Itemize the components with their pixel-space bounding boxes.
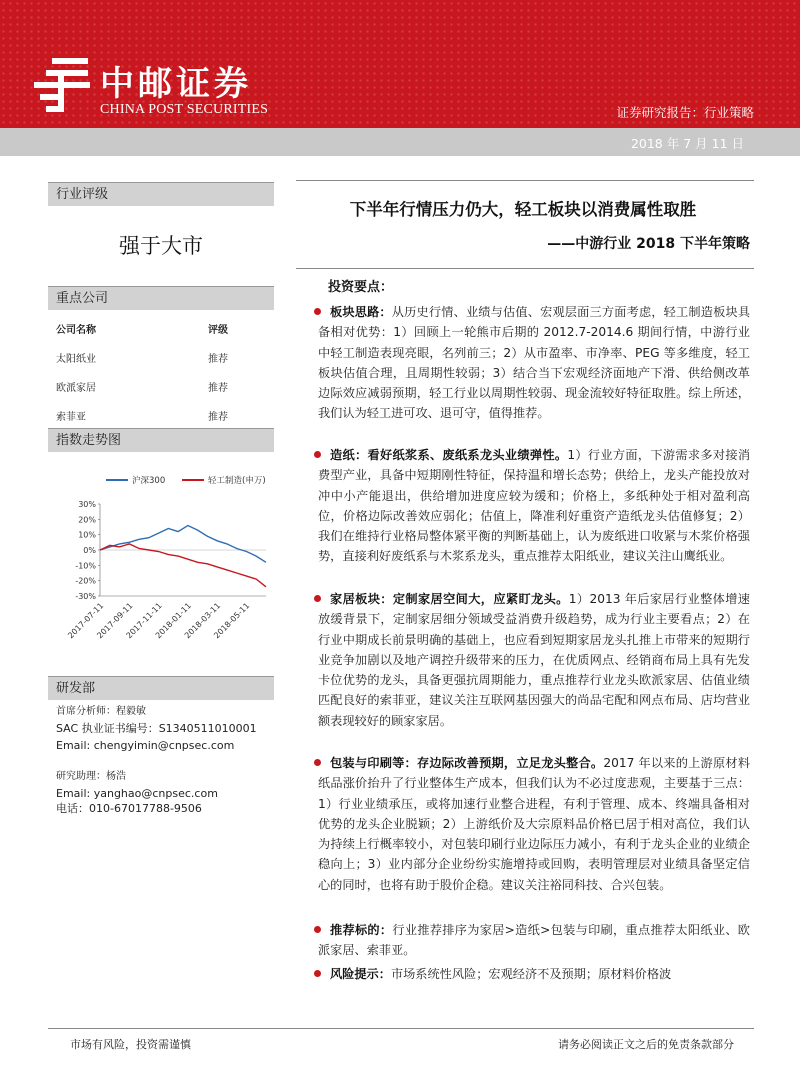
company-rating: 推荐 [208, 354, 228, 365]
bullet-icon [314, 970, 321, 977]
bullet-icon [314, 308, 321, 315]
section-paper [298, 445, 750, 567]
col-rating: 评级 [208, 325, 228, 336]
report-type: 证券研究报告：行业策略 [616, 105, 754, 120]
company-rating: 推荐 [208, 412, 228, 423]
bullet-icon [314, 759, 321, 766]
header-banner [0, 0, 800, 128]
section-head: 板块思路： [330, 305, 392, 319]
company-name: 太阳纸业 [56, 354, 96, 365]
companies-label: 重点公司 [48, 286, 274, 310]
assistant-title: 研究助理：杨浩 [56, 771, 126, 782]
x-tick-label: 2017-09-11 [95, 601, 135, 641]
rating-label: 行业评级 [48, 182, 274, 206]
x-tick-label: 2018-01-11 [153, 601, 194, 641]
y-tick-label: -20% [75, 576, 96, 586]
section-packaging [298, 753, 750, 895]
analyst-title: 首席分析师：程毅敏 [56, 706, 146, 717]
legend-label: 沪深300 [132, 476, 166, 486]
bullet-icon [314, 451, 321, 458]
y-tick-label: 20% [78, 515, 96, 525]
footer-divider [48, 1028, 754, 1029]
bullet-icon [314, 926, 321, 933]
key-points-label: 投资要点： [328, 280, 394, 295]
footer-disclaimer-note: 请务必阅读正文之后的免责条款部分 [558, 1038, 734, 1051]
analyst-email: Email: chengyimin@cnpsec.com [56, 739, 235, 752]
section-body: 行业推荐排序为家居>造纸>包装与印刷，重点推荐太阳纸业、欧派家居、索菲亚。 [318, 923, 750, 958]
section-sector-logic [298, 302, 750, 424]
company-name: 索菲亚 [56, 412, 86, 423]
y-tick-label: 10% [78, 530, 96, 540]
x-tick-label: 2018-05-11 [212, 601, 252, 641]
section-head: 家居板块：定制家居空间大，应紧盯龙头。 [330, 592, 569, 606]
series-line [100, 526, 266, 563]
legend-label: 轻工制造(申万) [208, 476, 266, 486]
bullet-icon [314, 595, 321, 602]
rating-value: 强于大市 [119, 234, 203, 258]
section-body: 2017 年以来的上游原材料纸品涨价抬升了行业整体生产成本，但我们认为不必过度悲观，主要基于三点：1）行业业绩承压，或将加速行业整合进程，有利于管理、成本、终端具备相对优势的龙头企业脱颖；2）上游纸价及大宗原料品价格已居于相对高位，我们认为持续上行概率较小，对包装印刷行业边际压力减小，有利于龙头企业的业绩企稳向上；3）业内部分企业纷纷实施增持或回购，表明管理层对业绩具备坚定信心的同时，也将有助于股价企稳。建议关注裕同科技、合兴包装。 [318, 756, 751, 892]
y-tick-label: -10% [75, 561, 96, 571]
report-title: 下半年行情压力仍大，轻工板块以消费属性取胜 [349, 200, 697, 219]
y-tick-label: 30% [78, 500, 96, 509]
companies-header [56, 321, 266, 336]
section-body: 1）行业方面，下游需求多对接消费型产业，具备中短期刚性特征，保持温和增长态势；供给上，龙头产能投放对冲中小产能退出，供给增加进度应较为缓和；价格上，多纸种处于相对盈利高位，价格边际改善效应弱化；估值上，降准利好重资产造纸龙头估值修复；2）我们在维持行业格局整体紧平衡的判断基础上，认为废纸进口收紧与木浆价格强势，直接利好废纸系与木浆系龙头，重点推荐太阳纸业，建议关注山鹰纸业。 [318, 448, 751, 564]
report-subtitle: ——中游行业 2018 下半年策略 [547, 236, 750, 252]
section-head: 推荐标的： [330, 923, 393, 937]
footer-risk-note: 市场有风险，投资需谨慎 [70, 1038, 191, 1051]
section-head: 造纸：看好纸浆系、废纸系龙头业绩弹性。 [330, 448, 568, 462]
assistant-phone: 电话：010-67017788-9506 [56, 802, 202, 815]
section-furniture [298, 589, 750, 731]
y-tick-label: -30% [75, 592, 96, 601]
section-body: 市场系统性风险；宏观经济不及预期；原材料价格波 [390, 967, 672, 981]
analyst-sac: SAC 执业证书编号：S1340511010001 [56, 722, 257, 735]
col-company-name: 公司名称 [56, 325, 96, 336]
section-risk [298, 964, 750, 984]
table-row [56, 408, 266, 423]
y-tick-label: 0% [83, 546, 96, 555]
company-rating: 推荐 [208, 383, 228, 394]
table-row [56, 350, 266, 365]
logo-english-name: CHINA POST SECURITIES [100, 102, 269, 117]
index-trend-chart [56, 470, 274, 670]
x-tick-label: 2017-07-11 [66, 601, 106, 641]
section-body: 1）2013 年后家居行业整体增速放缓背景下，定制家居细分领域受益消费升级趋势，成为行业主要看点；2）在行业中期成长前景明确的基础上，也应看到短期家居龙头扎推上市带来的短期行业竞争加剧以及地产调控升级带来的压力，在优质网点、经销商布局上具有先发卡位优势的龙头，具备更强抗周期能力，重点推荐行业龙头欧派家居、估值业绩匹配良好的索菲亚，建议关注互联网基因强大的尚品宅配和网点布局、店均营业额表现较好的顾家家居。 [318, 592, 750, 728]
logo-chinese-name: 中邮证券 [100, 64, 252, 104]
section-body: 从历史行情、业绩与估值、宏观层面三方面考虑，轻工制造板块具备相对优势：1）回顾上一轮熊市后期的 2012.7-2014.6 期间行情，中游行业中轻工制造表现亮眼，名列前三；2）从市盈率、市净率、PEG 等多维度，轻工板块估值合理，且周期性较弱；3）结合当下宏观经济面地产下滑、供给侧改革边际效应减弱预期，轻工行业以周期性较弱、现金流较好特征取胜。综上所述，我们认为轻工进可攻、退可守，值得推荐。 [318, 305, 751, 421]
x-tick-label: 2017-11-11 [124, 601, 164, 641]
index-chart-label: 指数走势图 [48, 428, 274, 452]
section-head: 包装与印刷等：存边际改善预期，立足龙头整合。 [330, 756, 604, 770]
section-head: 风险提示： [330, 967, 391, 981]
china-post-logo-icon [32, 56, 94, 114]
divider [296, 180, 754, 181]
x-tick-label: 2018-03-11 [182, 601, 223, 641]
company-name: 欧派家居 [56, 383, 96, 394]
research-dept-label: 研发部 [48, 676, 274, 700]
section-recommendations [298, 920, 750, 961]
table-row [56, 379, 266, 394]
report-date: 2018 年 7 月 11 日 [630, 136, 744, 151]
assistant-email: Email: yanghao@cnpsec.com [56, 787, 218, 800]
divider [296, 268, 754, 269]
